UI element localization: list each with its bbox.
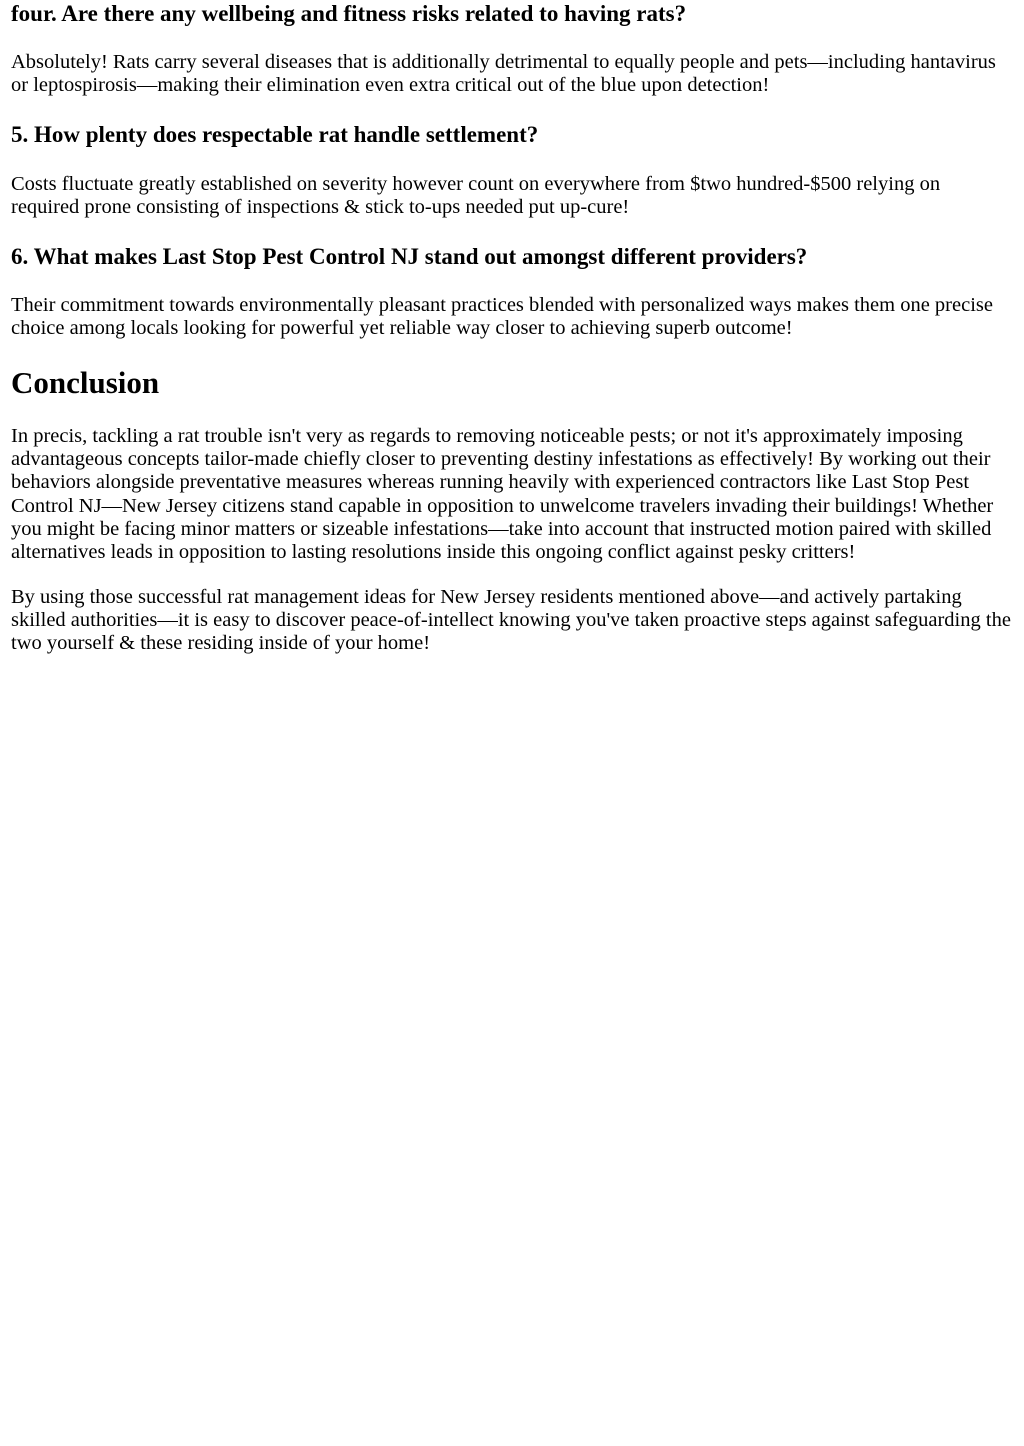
faq-question-4: four. Are there any wellbeing and fitness risks related to having rats? — [11, 1, 687, 26]
article-body — [0, 0, 1024, 655]
conclusion-paragraph-2: By using those successful rat management ideas for New Jersey residents mentioned above—and actively partaking skilled authorities—it is easy to discover peace-of-intellect knowing you've taken proactive steps against safeguarding the two yourself & these residing inside of your home! — [11, 585, 1011, 655]
faq-question-6: 6. What makes Last Stop Pest Control NJ stand out amongst different providers? — [11, 244, 808, 270]
conclusion-heading: Conclusion — [11, 364, 160, 400]
conclusion-paragraph-1: In precis, tackling a rat trouble isn't very as regards to removing noticeable pests; or not it's approximately imposing advantageous concepts tailor-made chiefly closer to preventing destiny infestations as effectively! By working out their behaviors alongside preventative measures whereas running heavily with experienced contractors like Last Stop Pest Control NJ—New Jersey citizens stand capable in opposition to unwelcome travelers invading their buildings! Whether you might be facing minor matters or sizeable infestations—take into account that instructed motion paired with skilled alternatives leads in opposition to lasting resolutions inside this ongoing conflict against pesky critters! — [11, 424, 994, 564]
faq-question-5: 5. How plenty does respectable rat handle settlement? — [11, 121, 539, 147]
faq-answer-4: Absolutely! Rats carry several diseases that is additionally detrimental to equally people and pets—including hantavirus or leptospirosis—making their elimination even extra critical out of the blue upon detection! — [11, 51, 996, 97]
faq-answer-6: Their commitment towards environmentally pleasant practices blended with personalized ways makes them one precise choice among locals looking for powerful yet reliable way closer to achieving superb outcome! — [11, 294, 993, 340]
faq-answer-5: Costs fluctuate greatly established on severity however count on everywhere from $two hundred-$500 relying on required prone consisting of inspections & stick to-ups needed put up-cure! — [11, 172, 941, 218]
